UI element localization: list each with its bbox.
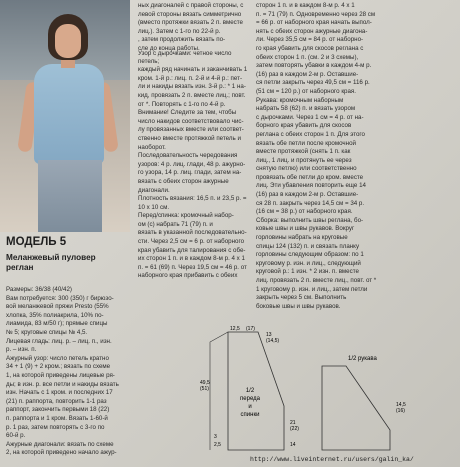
- text-line: Узор с дырочками: четное число петель;: [138, 50, 232, 65]
- text-line: нять с обеих сторон ажурные диагона-: [256, 27, 368, 35]
- text-line: вой меланжевой пряжи Presto (55%: [6, 303, 109, 311]
- text-line: лиц., 1 лиц. и протянуть ее через: [256, 156, 352, 164]
- text-line: ковые швы и швы рукавов. Вокруг: [256, 225, 355, 233]
- text-line: 60-й р.: [6, 432, 26, 440]
- svg-text:1/2 рукава: 1/2 рукава: [348, 356, 377, 362]
- text-line: узоров: 4 р. лиц. глади, 48 р. ажурно-: [138, 160, 246, 168]
- svg-text:(16): (16): [396, 408, 405, 414]
- model-subtitle: Меланжевый пуловер реглан: [6, 253, 96, 272]
- svg-text:21: 21: [290, 420, 296, 426]
- text-line: № 5; круговые спицы № 4,5.: [6, 328, 88, 336]
- text-line: число накидов соответствовало чис-: [138, 117, 244, 125]
- model-title: МОДЕЛЬ 5: [6, 236, 67, 248]
- svg-text:(22): (22): [290, 426, 299, 432]
- svg-text:49,5: 49,5: [200, 380, 210, 386]
- model-photo: [0, 0, 130, 232]
- text-line: раппорт, закончить первыми 18 (22): [6, 406, 110, 414]
- text-line: 1 круговому р. изн. и лиц., затем петли: [256, 285, 368, 293]
- text-line: наоборот.: [138, 143, 166, 151]
- svg-text:спинки: спинки: [240, 412, 260, 418]
- left-text-column: [6, 286, 132, 458]
- text-line: Перед/спинка: кромочный набор-: [138, 212, 234, 220]
- text-line: сти. Через 2,5 см = 6 р. от наборного: [138, 238, 245, 246]
- text-line: Внимание! Следите за тем, чтобы: [138, 109, 237, 117]
- middle-text-column: [138, 50, 250, 281]
- text-line: сторон 1 п. и в каждом 8-м р. 4 x 1: [256, 2, 355, 9]
- text-line: края убавить для талирования с обе-: [138, 246, 246, 254]
- svg-text:13: 13: [266, 332, 272, 338]
- svg-text:переда: переда: [240, 396, 260, 402]
- text-line: сле до конца работы.: [138, 44, 200, 52]
- svg-text:2,5: 2,5: [214, 442, 221, 448]
- text-line: го узора, 14 р. лиц. глади, затем на-: [138, 169, 242, 177]
- text-line: снятую петлю) или соответственно: [256, 165, 357, 173]
- text-line: ли. Через 35,5 см = 84 р. от наборно-: [256, 36, 364, 44]
- text-line: хлопка, 35% полиакрила, 10% по-: [6, 311, 104, 319]
- svg-text:(17): (17): [246, 326, 255, 332]
- text-line: 10 x 10 см.: [138, 203, 170, 211]
- text-line: диагонали.: [138, 186, 170, 194]
- text-line: (16) раз в каждом 2-м р. Оставшие-: [256, 70, 359, 78]
- text-line: Рукава: кромочным наборным: [256, 96, 344, 104]
- svg-text:1/2: 1/2: [245, 388, 255, 394]
- text-line: закрыть через 5 см. Выполнить: [256, 294, 347, 302]
- svg-text:12,5: 12,5: [230, 326, 240, 332]
- text-line: кид, провязать 2 п. вместе лиц.; повт.: [138, 91, 246, 99]
- text-line: Сборка: выполнить швы реглана, бо-: [256, 216, 364, 224]
- text-line: набрать 58 (62) п. и вязать узором: [256, 105, 356, 113]
- text-line: ных диагоналей с правой стороны, с: [138, 2, 244, 9]
- svg-text:и: и: [248, 404, 252, 410]
- text-line: (вместо протяжки вязать 2 п. вместе: [138, 19, 243, 27]
- text-line: вязать в указанной последовательно-: [138, 229, 247, 237]
- text-line: , затем продолжить вязать по-: [138, 36, 226, 44]
- text-line: борного края убавить для скосов: [256, 122, 352, 130]
- text-line: п. = 71 (79) п. Одновременно через 28 см: [256, 10, 376, 18]
- text-line: их сторон 1 п. и в каждом 8-м р. 4 x 1: [138, 255, 245, 263]
- text-line: с дырочками. Через 1 см = 4 р. от на-: [256, 113, 364, 121]
- text-line: Вам потребуется: 300 (350) г бирюзо-: [6, 294, 114, 302]
- text-line: р. – изн. п.: [6, 346, 37, 354]
- text-line: вместе протяжкой (снять 1 п. как: [256, 148, 351, 156]
- text-line: = 66 р. от наборного края начать выпол-: [256, 19, 372, 27]
- text-line: левой стороны вязать симметрично: [138, 10, 242, 18]
- text-line: лу провязанных вместе или соответ-: [138, 126, 244, 134]
- text-line: Ажурный узор: число петель кратно: [6, 354, 109, 362]
- text-line: лиамида, 83 м/50 г); прямые спицы: [6, 320, 108, 328]
- text-line: боковые швы и швы рукавов.: [256, 302, 341, 310]
- text-line: спицы 124 (132) п. и связать планку: [256, 242, 360, 250]
- text-line: ственно вместе протяжкой петель и: [138, 134, 241, 142]
- text-line: (51 см = 120 р.) от наборного края.: [256, 87, 356, 95]
- text-line: Плотность вязания: 16,5 п. и 23,5 р. =: [138, 195, 247, 203]
- text-line: круговой р.: 1 изн. * 2 изн. п. вместе: [256, 268, 359, 276]
- svg-text:14: 14: [290, 442, 296, 448]
- text-line: Размеры: 36/38 (40/42): [6, 286, 72, 293]
- text-line: п. раппорта и 1 кром. Вязать 1-60-й: [6, 414, 108, 422]
- text-line: наборного края прибавить с обеих: [138, 272, 238, 280]
- text-line: реглана с обеих сторон 1 п. Для этого: [256, 130, 365, 138]
- text-line: изн. Начать с 1 кром. и последних 17: [6, 389, 113, 397]
- text-line: горловины следующим образом: по 1: [256, 251, 364, 259]
- text-line: ся 28 п. закрыть через 14,5 см = 34 р.: [256, 199, 365, 207]
- text-line: вязать обе петли после кромочной: [256, 139, 356, 147]
- text-line: ом (с) набрать 71 (79) п. и: [138, 220, 213, 228]
- text-line: каждый ряд начинать и заканчивать 1: [138, 66, 248, 74]
- text-line: п. = 61 (69) п. Через 19,5 см = 46 р. от: [138, 263, 247, 271]
- text-line: затем повторять убавки в каждом 4-м р.: [256, 62, 372, 70]
- text-line: лиц. провязать 2 п. вместе лиц., повт. от *: [256, 277, 377, 284]
- text-line: (16 см = 38 р.) от наборного края.: [256, 208, 353, 216]
- text-line: ды; в изн. р. все петли и накиды вязать: [6, 380, 119, 388]
- svg-text:(14,5): (14,5): [266, 338, 280, 344]
- text-line: кром. 1-й р.: лиц. п. 2-й и 4-й р.: пет-: [138, 74, 243, 82]
- text-line: (16) раз в каждом 2-м р. Оставшие-: [256, 191, 359, 199]
- text-line: обеих сторон 1 п. (см. 2 и 3 схемы),: [256, 53, 359, 61]
- text-line: 2, на которой приведено начало ажур-: [6, 449, 117, 457]
- text-line: (21) п. раппорта, повторить 1-1 раз: [6, 397, 107, 405]
- text-line: круговому р. изн. и лиц., следующий: [256, 259, 361, 267]
- text-line: Последовательность чередования: [138, 152, 238, 160]
- text-line: от *. Повторять с 1-го по 4-й р.: [138, 100, 226, 108]
- text-line: вязать с обеих сторон ажурные: [138, 177, 229, 185]
- text-line: р. 1 раз, затем повторять с 3-го по: [6, 423, 105, 431]
- watermark-url: http://www.liveinternet.ru/users/galin_ka/: [250, 456, 414, 463]
- svg-text:14,5: 14,5: [396, 402, 406, 408]
- right-text-column: [256, 2, 454, 311]
- text-line: горловины набрать на круговые: [256, 234, 348, 242]
- text-line: ли и накиды вязать изн. 3-й р.: * 1 на-: [138, 83, 246, 91]
- text-line: Лицевая гладь: лиц. р. – лиц. п., изн.: [6, 337, 112, 345]
- svg-text:(51): (51): [200, 386, 209, 392]
- text-line: ся петли закрыть через 49,5 см = 116 р.: [256, 79, 370, 87]
- text-line: лиц. Эти убавления повторить еще 14: [256, 182, 366, 190]
- text-line: Ажурные диагонали: вязать по схеме: [6, 440, 114, 448]
- text-line: 1, на которой приведены лицевые ря-: [6, 371, 115, 379]
- pattern-diagram: [200, 326, 450, 458]
- svg-text:3: 3: [214, 434, 217, 440]
- sleeve-outline: [322, 366, 390, 450]
- text-line: го края убавить для скосов реглана с: [256, 44, 364, 52]
- text-line: провязать обе петли до кром. вместе: [256, 173, 364, 181]
- text-line: лиц.). Затем с 1-го по 22-й р.: [138, 27, 221, 35]
- text-line: 34 + 1 (9) + 2 кром.; вязать по схеме: [6, 363, 111, 371]
- front-back-outline: [228, 332, 284, 450]
- middle-text-column-top: [138, 2, 250, 54]
